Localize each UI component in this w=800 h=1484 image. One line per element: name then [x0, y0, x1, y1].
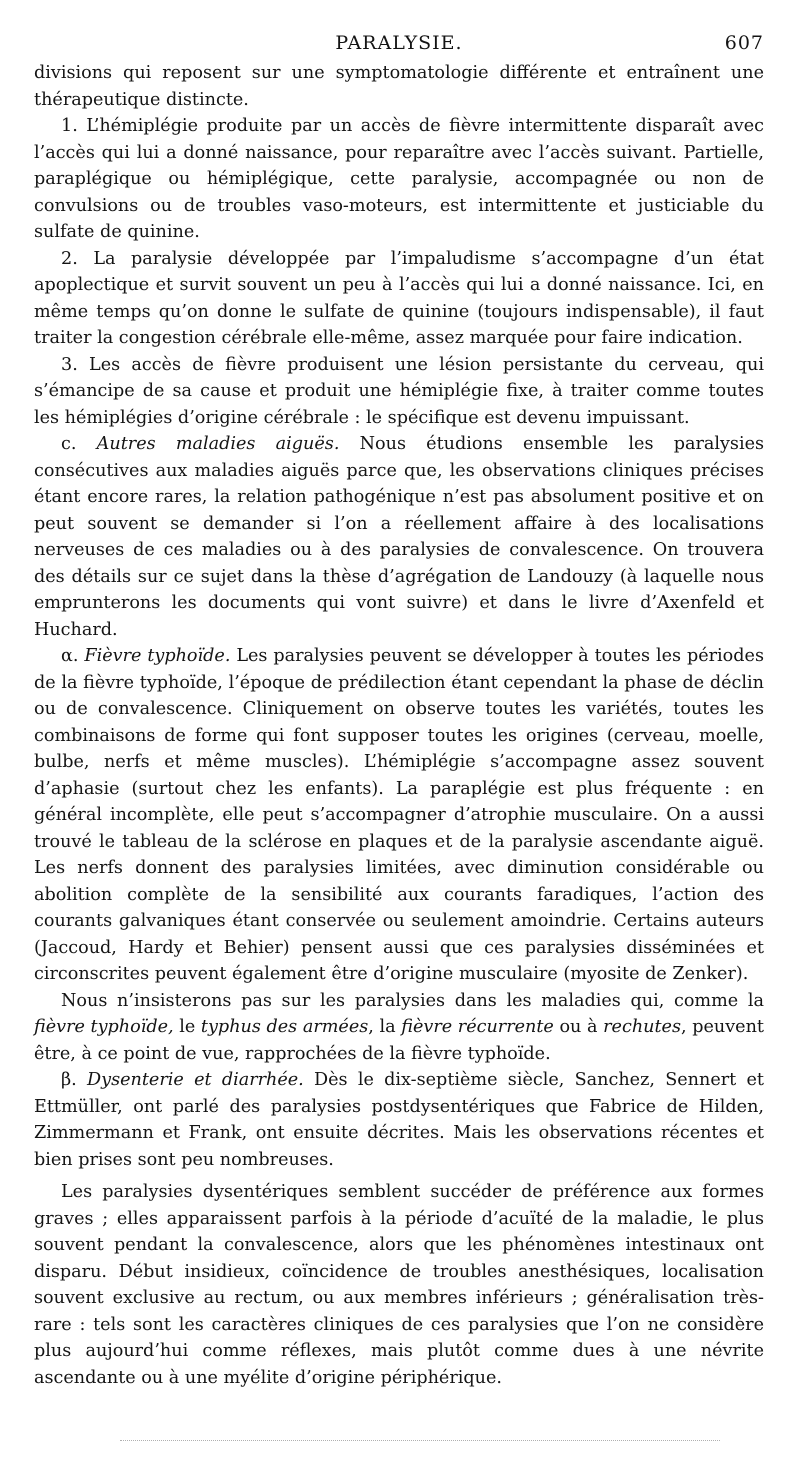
body-text	[34, 60, 764, 1391]
running-header	[34, 32, 764, 56]
section-marker: β.	[61, 1070, 77, 1090]
paragraph-intro: divisions qui reposent sur une symptomatologie différente et entraînent une thérapeutique distincte.	[34, 63, 764, 110]
footer-rule	[120, 1440, 720, 1441]
section-marker: α.	[61, 646, 79, 666]
paragraph-dysentery	[34, 1067, 764, 1173]
italic-term: rechutes	[603, 1017, 681, 1037]
section-heading: Fièvre typhoïde.	[84, 646, 231, 666]
page-number: 607	[724, 32, 764, 54]
paragraph-related-diseases	[34, 988, 764, 1068]
running-title: PARALYSIE.	[335, 32, 463, 54]
paragraph-3: 3. Les accès de fièvre produisent une lésion persistante du cerveau, qui s’émancipe de sa cause et produit une hémiplégie fixe, à traiter comme toutes les hémiplégies d’origine cérébrale : le spécifique est devenu impuissant.	[34, 354, 764, 428]
text-run: , peuvent être, à ce point de vue, rapprochées de la fièvre typhoïde.	[34, 1017, 764, 1064]
paragraph-typhoid-fever	[34, 643, 764, 988]
section-heading: Autres maladies aiguës.	[96, 434, 340, 454]
paragraph-dysenteric-paralyses: Les paralysies dysentériques semblent succéder de préférence aux formes graves ; elles apparaissent parfois à la période d’acuïté de la maladie, le plus souvent pendant la convalescence, alors que les phénomènes intestinaux ont disparu. Début insidieux, coïncidence de troubles anesthésiques, localisation souvent exclusive au rectum, ou aux membres inférieurs ; généralisation très-rare : tels sont les caractères cliniques de ces paralysies que l’on ne considère plus aujourd’hui comme réflexes, mais plutôt comme dues à une névrite ascendante ou à une myélite d’origine périphérique.	[34, 1182, 764, 1388]
paragraph-other-acute-diseases	[34, 431, 764, 643]
italic-term: typhus des armées	[200, 1017, 369, 1037]
italic-term: fièvre typhoïde,	[34, 1017, 174, 1037]
paragraph-2: 2. La paralysie développée par l’impaludisme s’accompagne d’un état apoplectique et survit souvent un peu à l’accès qui lui a donné naissance. Ici, en même temps qu’on donne le sulfate de quinine (toujours indispensable), il faut traiter la congestion cérébrale elle-même, assez marquée pour faire indication.	[34, 248, 764, 348]
text-run: , la	[368, 1017, 402, 1037]
paragraph-text: Nous étudions ensemble les paralysies consécutives aux maladies aiguës parce que, les observations cliniques précises étant encore rares, la relation pathogénique n’est pas absolument positive et on peut souvent se demander si l’on a réellement affaire à des localisations nerveuses de ces maladies ou à des paralysies de convalescence. On trouvera des détails sur ce sujet dans la thèse d’agrégation de Landouzy (à laquelle nous emprunterons les documents qui vont suivre) et dans le livre d’Axenfeld et Huchard.	[34, 434, 765, 640]
paragraph-1: 1. L’hémiplégie produite par un accès de fièvre intermittente disparaît avec l’accès qui lui a donné naissance, pour reparaître avec l’accès suivant. Partielle, paraplégique ou hémiplégique, cette paralysie, accompagnée ou non de convulsions ou de troubles vaso-moteurs, est intermittente et justiciable du sulfate de quinine.	[34, 116, 764, 242]
text-run: Nous n’insisterons pas sur les paralysies dans les maladies qui, comme la	[61, 990, 764, 1011]
section-heading: Dysenterie et diarrhée.	[87, 1070, 304, 1090]
text-run: ou à	[553, 1017, 604, 1037]
section-marker: c.	[61, 434, 77, 454]
text-run: le	[173, 1017, 201, 1037]
paragraph-text: Les paralysies peuvent se développer à toutes les périodes de la fièvre typhoïde, l’époque de prédilection étant cependant la phase de déclin ou de convalescence. Cliniquement on observe toutes les variétés, toutes les combinaisons de forme qui font supposer toutes les origines (cerveau, moelle, bulbe, nerfs et même muscles). L’hémiplégie s’accompagne assez souvent d’aphasie (surtout chez les enfants). La paraplégie est plus fréquente : en général incomplète, elle peut s’accompagner d’atrophie musculaire. On a aussi trouvé le tableau de la sclérose en plaques et de la paralysie ascendante aiguë. Les nerfs donnent des paralysies limitées, avec diminution considérable ou abolition complète de la sensibilité aux courants faradiques, l’action des courants galvaniques étant conservée ou seulement amoindrie. Certains auteurs (Jaccoud, Hardy et Behier) pensent aussi que ces paralysies disséminées et circonscrites peuvent également être d’origine musculaire (myosite de Zenker).	[34, 646, 764, 984]
paragraph-text: Dès le dix-septième siècle, Sanchez, Sennert et Ettmüller, ont parlé des paralysies postdysentériques que Fabrice de Hilden, Zimmermann et Frank, ont ensuite décrites. Mais les observations récentes et bien prises sont peu nombreuses.	[34, 1070, 764, 1170]
italic-term: fièvre récurrente	[401, 1017, 554, 1037]
